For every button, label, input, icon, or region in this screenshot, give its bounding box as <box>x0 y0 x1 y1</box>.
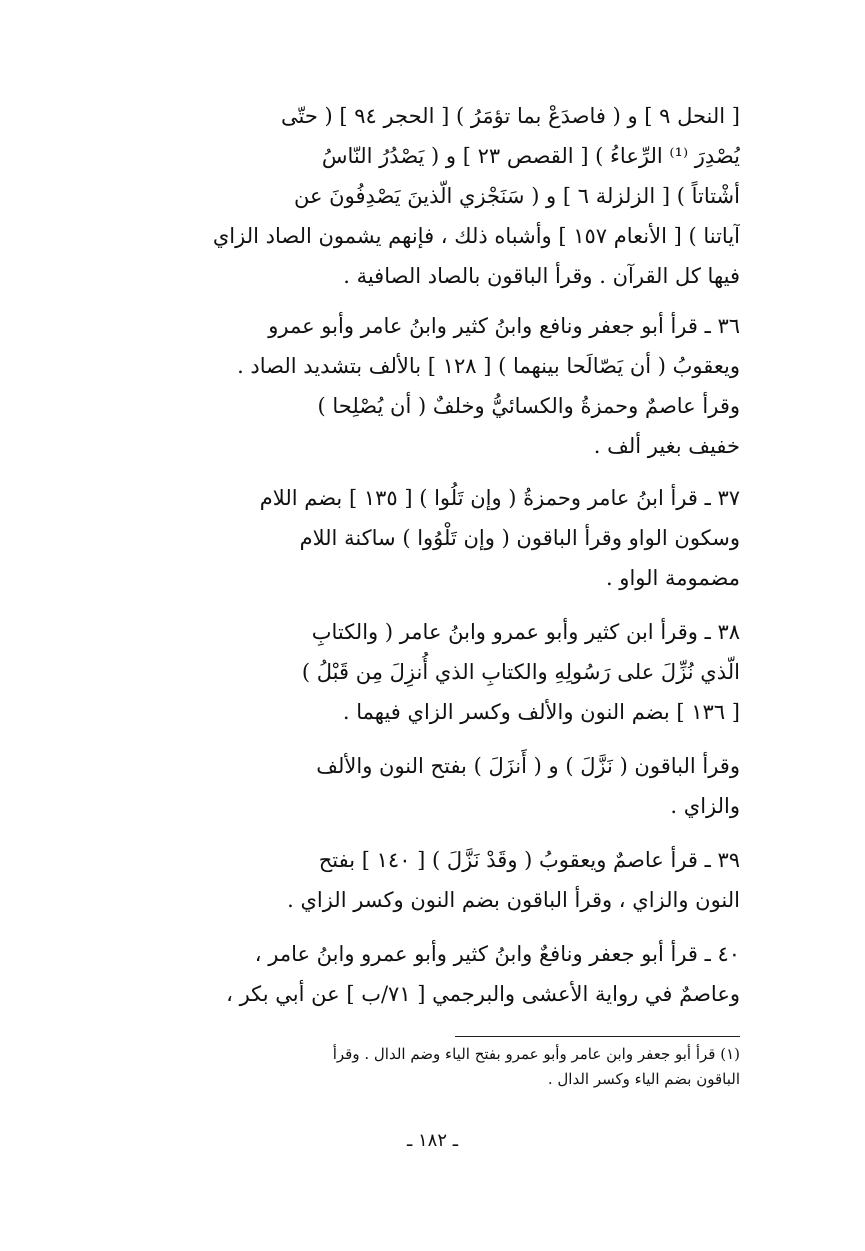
text-line: وقرأ الباقون ( نَزَّلَ ) و ( أَنزَلَ ) بفتح النون والألف <box>316 754 740 778</box>
paragraph-40 <box>100 934 740 1014</box>
paragraph-37 <box>100 478 740 598</box>
text-line: [ النحل ٩ ] و ( فاصدَعْ بما تؤمَرُ ) [ الحجر ٩٤ ] ( حتّى <box>281 104 740 128</box>
footnote-line: (١) قرأ أبو جعفر وابن عامر وأبو عمرو بفتح الياء وضم الدال . وقرأ <box>332 1045 740 1063</box>
paragraph-38-continued <box>100 746 740 826</box>
text-line: يُصْدِرَ ⁽¹⁾ الرِّعاءُ ) [ القصص ٢٣ ] و ( يَصْدُرُ النّاسُ <box>321 144 740 168</box>
text-line: [ ١٣٦ ] بضم النون والألف وكسر الزاي فيهما . <box>342 700 740 724</box>
footnote-line: الباقون بضم الياء وكسر الدال . <box>547 1070 740 1088</box>
paragraph-36 <box>100 306 740 466</box>
page-number: ـ ١٨٢ ـ <box>406 1130 458 1151</box>
text-line: الّذي نُزِّلَ على رَسُولِهِ والكتابِ الذي أُنزِلَ مِن قَبْلُ ) <box>301 660 740 684</box>
text-line: آياتنا ) [ الأنعام ١٥٧ ] وأشباه ذلك ، فإنهم يشمون الصاد الزاي <box>212 224 740 248</box>
text-line: وعاصمٌ في رواية الأعشى والبرجمي [ ٧١/ب ] عن أبي بكر ، <box>226 982 740 1006</box>
text-line: ٣٧ ـ قرأ ابنُ عامر وحمزةُ ( وإن تَلُوا ) [ ١٣٥ ] بضم اللام <box>259 486 740 510</box>
text-line: ٣٦ ـ قرأ أبو جعفر ونافع وابنُ كثير وابنُ عامر وأبو عمرو <box>268 314 740 338</box>
text-line: ٣٨ ـ وقرأ ابن كثير وأبو عمرو وابنُ عامر ( والكتابِ <box>311 620 740 644</box>
text-line: فيها كل القرآن . وقرأ الباقون بالصاد الصافية . <box>343 264 740 288</box>
text-line: خفيف بغير ألف . <box>593 434 740 458</box>
paragraph-38 <box>100 612 740 732</box>
text-line: وقرأ عاصمٌ وحمزةُ والكسائيُّ وخلفٌ ( أن يُصْلِحا ) <box>317 394 740 418</box>
text-line: أشْتاتاً ) [ الزلزلة ٦ ] و ( سَنَجْزي الّذينَ يَصْدِفُونَ عن <box>293 184 740 208</box>
text-line: ويعقوبُ ( أن يَصّالَحا بينهما ) [ ١٢٨ ] بالألف بتشديد الصاد . <box>237 354 740 378</box>
text-line: النون والزاي ، وقرأ الباقون بضم النون وكسر الزاي . <box>287 888 740 912</box>
footnote-divider <box>455 1036 740 1037</box>
text-line: وسكون الواو وقرأ الباقون ( وإن تَلْوُوا ) ساكنة اللام <box>299 526 740 550</box>
text-line: مضمومة الواو . <box>605 566 740 590</box>
text-line: ٤٠ ـ قرأ أبو جعفر ونافعٌ وابنُ كثير وأبو عمرو وابنُ عامر ، <box>254 942 740 966</box>
paragraph-1 <box>100 96 740 296</box>
paragraph-39 <box>100 840 740 920</box>
footnote <box>100 1042 740 1092</box>
text-line: ٣٩ ـ قرأ عاصمٌ ويعقوبُ ( وقَدْ نَزَّلَ ) [ ١٤٠ ] بفتح <box>318 848 740 872</box>
text-line: والزاي . <box>670 794 740 818</box>
